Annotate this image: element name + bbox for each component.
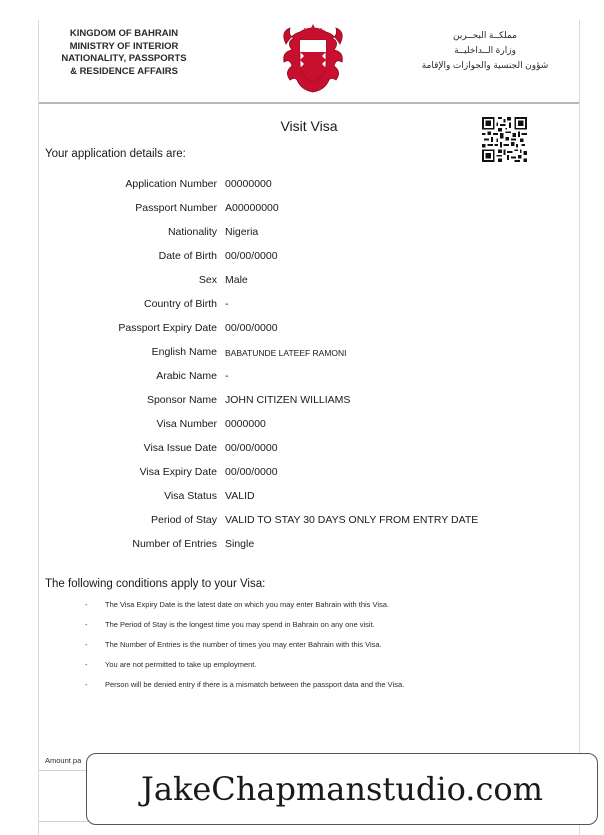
bullet-dash: -: [85, 660, 88, 669]
field-label: Application Number: [125, 178, 217, 190]
bullet-dash: -: [85, 680, 88, 689]
field-label: English Name: [151, 346, 217, 358]
condition-text: The Number of Entries is the number of times you may enter Bahrain with this Visa.: [105, 640, 382, 649]
field-visa-issue-date: [39, 442, 579, 460]
field-label: Passport Expiry Date: [118, 322, 217, 334]
field-nationality: [39, 226, 579, 244]
condition-text: You are not permitted to take up employment.: [105, 660, 257, 669]
condition-text: Person will be denied entry if there is a mismatch between the passport data and the Visa.: [105, 680, 405, 689]
field-sponsor-name: [39, 394, 579, 412]
field-label: Period of Stay: [151, 514, 217, 526]
field-label: Visa Number: [156, 418, 217, 430]
field-country-of-birth: [39, 298, 579, 316]
conditions-heading: The following conditions apply to your Visa:: [45, 578, 266, 590]
ministry-name-arabic: مملكــة البحــرين وزارة الــداخليــة شؤون الجنسية والجوازات والإقامة: [421, 30, 549, 70]
field-label: Visa Status: [164, 490, 217, 502]
field-label: Nationality: [167, 226, 217, 238]
field-passport-expiry-date: [39, 322, 579, 340]
field-value: Male: [225, 274, 248, 286]
field-value: BABATUNDE LATEEF RAMONI: [225, 348, 347, 358]
field-label: Number of Entries: [132, 538, 217, 550]
field-arabic-name: [39, 370, 579, 388]
field-passport-number: [39, 202, 579, 220]
field-value: VALID: [225, 490, 255, 502]
field-application-number: [39, 178, 579, 196]
field-value: -: [225, 370, 229, 382]
field-value: 00/00/0000: [225, 466, 278, 478]
field-label: Arabic Name: [156, 370, 217, 382]
field-value: 00000000: [225, 178, 272, 190]
field-value: -: [225, 298, 229, 310]
field-value: Nigeria: [225, 226, 259, 238]
field-value: 0000000: [225, 418, 266, 430]
field-value: A00000000: [225, 202, 279, 214]
field-visa-number: [39, 418, 579, 436]
document-title: Visit Visa: [280, 118, 338, 134]
field-label: Sponsor Name: [146, 394, 217, 406]
field-date-of-birth: [39, 250, 579, 268]
field-english-name: [39, 346, 579, 364]
field-value: 00/00/0000: [225, 250, 278, 262]
bullet-dash: -: [85, 640, 88, 649]
field-number-of-entries: [39, 538, 579, 556]
watermark-banner: JakeChapmanstudio.com: [86, 753, 598, 825]
amount-paid-label: Amount pa: [45, 756, 82, 765]
field-label: Passport Number: [135, 202, 217, 214]
intro-text: Your application details are:: [45, 148, 186, 160]
field-value: 00/00/0000: [225, 322, 278, 334]
field-label: Visa Issue Date: [143, 442, 217, 454]
bahrain-emblem-icon: [276, 22, 350, 96]
field-label: Date of Birth: [158, 250, 217, 262]
field-label: Sex: [198, 274, 217, 286]
qr-code-icon: [482, 117, 527, 162]
field-visa-expiry-date: [39, 466, 579, 484]
visa-document: [38, 20, 580, 835]
bullet-dash: -: [85, 600, 88, 609]
condition-text: The Visa Expiry Date is the latest date on which you may enter Bahrain with this Visa.: [105, 600, 390, 609]
field-period-of-stay: [39, 514, 579, 532]
field-value: 00/00/0000: [225, 442, 278, 454]
field-value: Single: [225, 538, 255, 550]
field-label: Country of Birth: [144, 298, 217, 310]
field-visa-status: [39, 490, 579, 508]
field-value: VALID TO STAY 30 DAYS ONLY FROM ENTRY DATE: [225, 514, 479, 526]
field-value: JOHN CITIZEN WILLIAMS: [225, 394, 351, 406]
bullet-dash: -: [85, 620, 88, 629]
document-header: [39, 20, 579, 104]
ministry-name-english: KINGDOM OF BAHRAIN MINISTRY OF INTERIOR NATIONALITY, PASSPORTS & RESIDENCE AFFAIRS: [61, 28, 187, 77]
field-sex: [39, 274, 579, 292]
condition-text: The Period of Stay is the longest time you may spend in Bahrain on any one visit.: [105, 620, 375, 629]
field-label: Visa Expiry Date: [139, 466, 217, 478]
